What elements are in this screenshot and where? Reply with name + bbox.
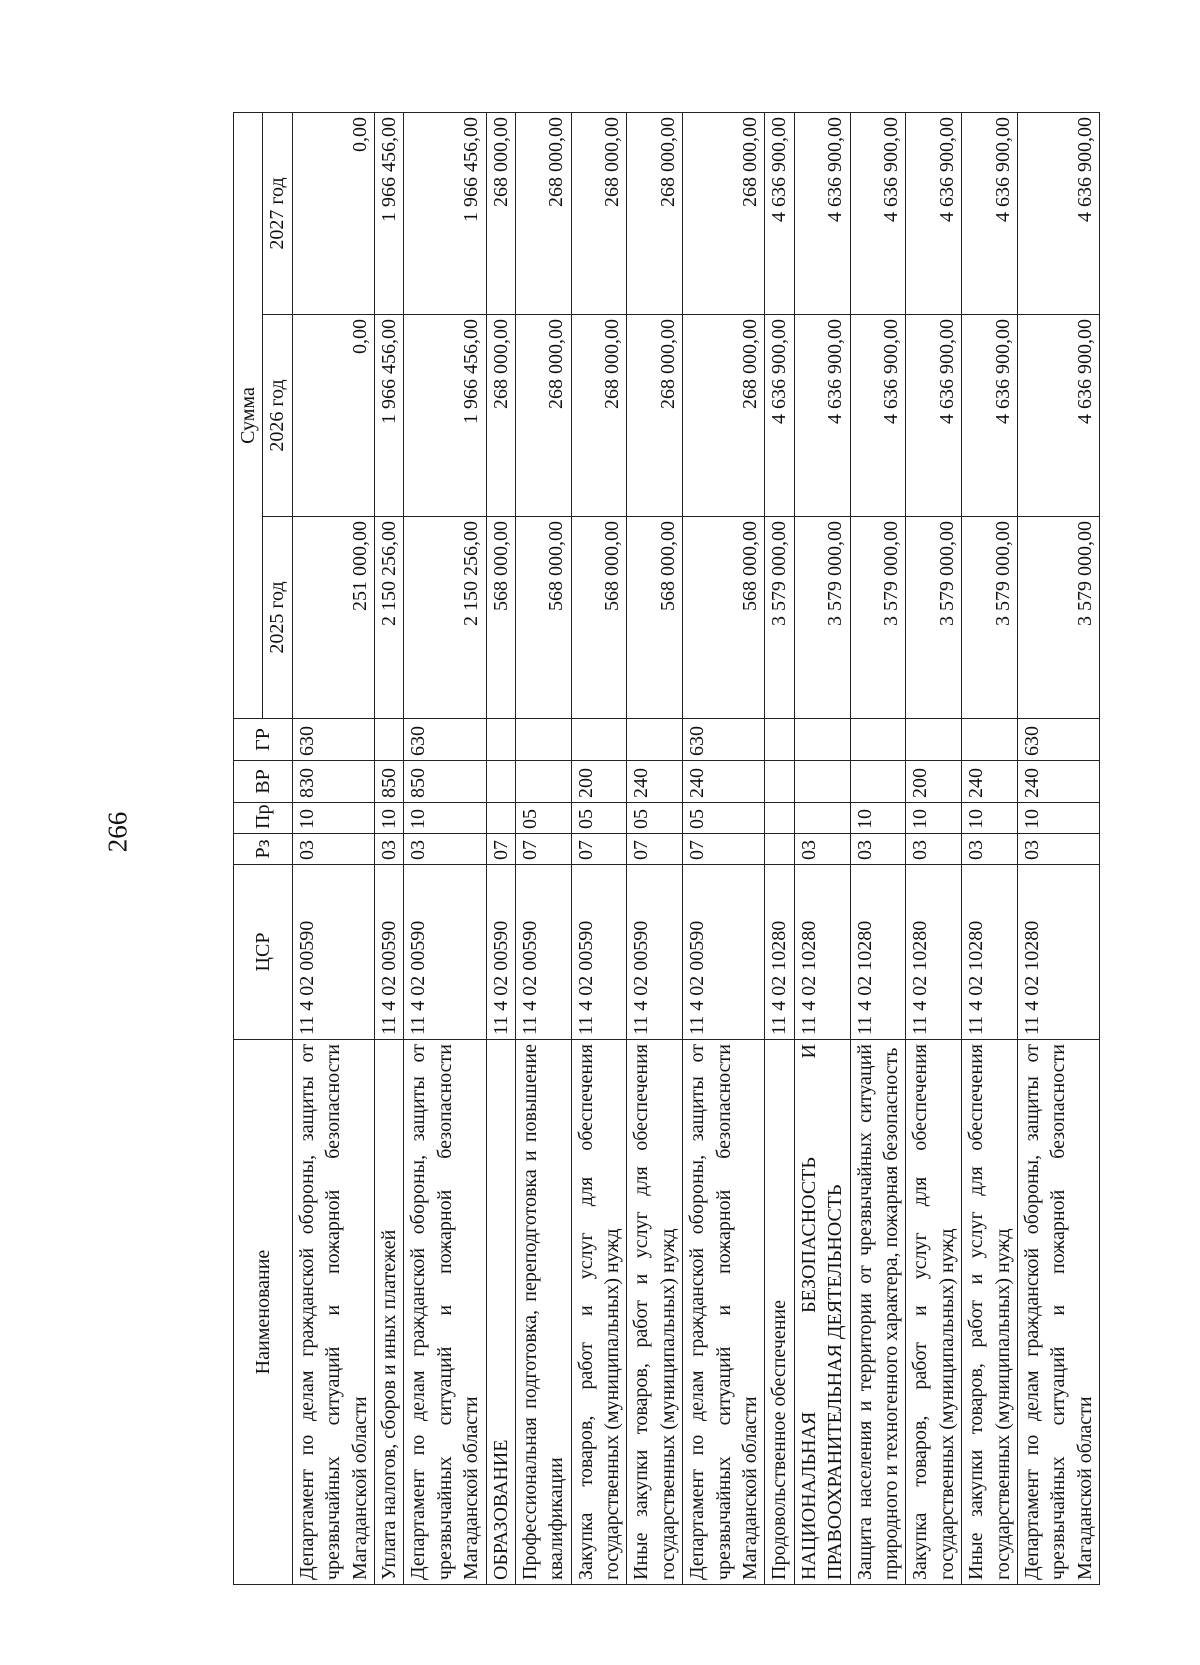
cell-rz: 07 bbox=[627, 834, 683, 865]
cell-vr: 850 bbox=[374, 761, 403, 803]
table-row bbox=[962, 112, 1018, 1584]
cell-vr: 240 bbox=[683, 761, 765, 803]
cell-name: НАЦИОНАЛЬНАЯ БЕЗОПАСНОСТЬ И ПРАВООХРАНИТЕЛЬНАЯ ДЕЯТЕЛЬНОСТЬ bbox=[794, 1040, 850, 1585]
cell-name: Иные закупки товаров, работ и услуг для обеспечения государственных (муниципальных) нужд bbox=[627, 1040, 683, 1585]
cell-amount-2027: 1 966 456,00 bbox=[374, 112, 403, 314]
cell-rz: 07 bbox=[683, 834, 765, 865]
cell-vr bbox=[486, 761, 515, 803]
cell-rz: 03 bbox=[794, 834, 850, 865]
cell-name: Уплата налогов, сборов и иных платежей bbox=[374, 1040, 403, 1585]
header-sum: Сумма bbox=[234, 112, 263, 718]
cell-amount-2027: 4 636 900,00 bbox=[962, 112, 1018, 314]
table-body bbox=[292, 112, 1099, 1584]
cell-amount-2025: 3 579 000,00 bbox=[850, 517, 906, 719]
table-row bbox=[404, 112, 486, 1584]
table-row bbox=[794, 112, 850, 1584]
cell-gr: 630 bbox=[1017, 719, 1099, 761]
cell-vr bbox=[515, 761, 571, 803]
cell-amount-2025: 3 579 000,00 bbox=[906, 517, 962, 719]
header-rz: Рз bbox=[234, 834, 293, 865]
cell-gr: 630 bbox=[683, 719, 765, 761]
cell-amount-2025: 568 000,00 bbox=[486, 517, 515, 719]
cell-csr: 11 4 02 00590 bbox=[683, 865, 765, 1040]
header-year-2026: 2026 год bbox=[263, 315, 292, 517]
cell-amount-2026: 268 000,00 bbox=[627, 315, 683, 517]
cell-csr: 11 4 02 00590 bbox=[404, 865, 486, 1040]
cell-amount-2027: 1 966 456,00 bbox=[404, 112, 486, 314]
table-row bbox=[486, 112, 515, 1584]
cell-amount-2027: 268 000,00 bbox=[571, 112, 627, 314]
cell-amount-2026: 4 636 900,00 bbox=[906, 315, 962, 517]
header-csr: ЦСР bbox=[234, 865, 293, 1040]
cell-amount-2025: 3 579 000,00 bbox=[794, 517, 850, 719]
cell-amount-2026: 4 636 900,00 bbox=[962, 315, 1018, 517]
cell-csr: 11 4 02 00590 bbox=[571, 865, 627, 1040]
cell-name: Департамент по делам гражданской обороны, защиты от чрезвычайных ситуаций и пожарной безопасности Магаданской области bbox=[1017, 1040, 1099, 1585]
cell-rz: 03 bbox=[292, 834, 374, 865]
cell-rz: 03 bbox=[1017, 834, 1099, 865]
cell-vr: 240 bbox=[1017, 761, 1099, 803]
cell-amount-2026: 268 000,00 bbox=[515, 315, 571, 517]
cell-csr: 11 4 02 10280 bbox=[794, 865, 850, 1040]
cell-amount-2027: 4 636 900,00 bbox=[850, 112, 906, 314]
cell-amount-2027: 268 000,00 bbox=[515, 112, 571, 314]
cell-gr bbox=[571, 719, 627, 761]
cell-amount-2026: 268 000,00 bbox=[571, 315, 627, 517]
cell-amount-2025: 3 579 000,00 bbox=[765, 517, 794, 719]
cell-amount-2026: 268 000,00 bbox=[683, 315, 765, 517]
cell-rz: 03 bbox=[906, 834, 962, 865]
header-gr: ГР bbox=[234, 719, 293, 761]
header-vr: ВР bbox=[234, 761, 293, 803]
cell-pr: 10 bbox=[374, 803, 403, 834]
cell-gr bbox=[962, 719, 1018, 761]
cell-name: Департамент по делам гражданской обороны, защиты от чрезвычайных ситуаций и пожарной безопасности Магаданской области bbox=[683, 1040, 765, 1585]
cell-vr bbox=[765, 761, 794, 803]
cell-amount-2027: 268 000,00 bbox=[627, 112, 683, 314]
cell-pr: 10 bbox=[1017, 803, 1099, 834]
cell-amount-2026: 4 636 900,00 bbox=[1017, 315, 1099, 517]
cell-pr bbox=[765, 803, 794, 834]
cell-csr: 11 4 02 00590 bbox=[292, 865, 374, 1040]
table-row bbox=[683, 112, 765, 1584]
cell-pr: 10 bbox=[850, 803, 906, 834]
cell-amount-2025: 2 150 256,00 bbox=[404, 517, 486, 719]
cell-rz: 03 bbox=[374, 834, 403, 865]
cell-gr: 630 bbox=[292, 719, 374, 761]
cell-gr bbox=[906, 719, 962, 761]
cell-pr: 10 bbox=[404, 803, 486, 834]
rotated-table-container bbox=[233, 113, 1141, 1585]
cell-amount-2027: 4 636 900,00 bbox=[906, 112, 962, 314]
cell-csr: 11 4 02 00590 bbox=[374, 865, 403, 1040]
cell-amount-2025: 568 000,00 bbox=[571, 517, 627, 719]
cell-pr bbox=[486, 803, 515, 834]
cell-vr: 850 bbox=[404, 761, 486, 803]
cell-rz: 07 bbox=[571, 834, 627, 865]
table-row bbox=[850, 112, 906, 1584]
cell-csr: 11 4 02 10280 bbox=[765, 865, 794, 1040]
cell-vr bbox=[794, 761, 850, 803]
cell-amount-2025: 568 000,00 bbox=[515, 517, 571, 719]
cell-amount-2027: 4 636 900,00 bbox=[794, 112, 850, 314]
cell-amount-2027: 268 000,00 bbox=[486, 112, 515, 314]
cell-amount-2025: 568 000,00 bbox=[627, 517, 683, 719]
page-number: 266 bbox=[102, 811, 133, 853]
cell-amount-2027: 268 000,00 bbox=[683, 112, 765, 314]
cell-amount-2026: 268 000,00 bbox=[486, 315, 515, 517]
cell-gr bbox=[515, 719, 571, 761]
cell-name: Закупка товаров, работ и услуг для обеспечения государственных (муниципальных) нужд bbox=[906, 1040, 962, 1585]
cell-amount-2027: 4 636 900,00 bbox=[765, 112, 794, 314]
cell-pr: 05 bbox=[627, 803, 683, 834]
cell-name: Продовольственное обеспечение bbox=[765, 1040, 794, 1585]
cell-amount-2026: 1 966 456,00 bbox=[404, 315, 486, 517]
table-row bbox=[906, 112, 962, 1584]
cell-pr: 10 bbox=[906, 803, 962, 834]
cell-amount-2025: 3 579 000,00 bbox=[962, 517, 1018, 719]
cell-vr: 200 bbox=[906, 761, 962, 803]
cell-rz: 07 bbox=[515, 834, 571, 865]
cell-csr: 11 4 02 10280 bbox=[850, 865, 906, 1040]
cell-vr: 240 bbox=[627, 761, 683, 803]
cell-csr: 11 4 02 00590 bbox=[515, 865, 571, 1040]
header-pr: Пр bbox=[234, 803, 293, 834]
table-header bbox=[234, 112, 293, 1584]
cell-amount-2025: 2 150 256,00 bbox=[374, 517, 403, 719]
cell-gr: 630 bbox=[404, 719, 486, 761]
header-year-2027: 2027 год bbox=[263, 112, 292, 314]
cell-csr: 11 4 02 10280 bbox=[962, 865, 1018, 1040]
cell-csr: 11 4 02 00590 bbox=[627, 865, 683, 1040]
table-row bbox=[1017, 112, 1099, 1584]
cell-csr: 11 4 02 00590 bbox=[486, 865, 515, 1040]
cell-pr: 10 bbox=[292, 803, 374, 834]
cell-pr bbox=[794, 803, 850, 834]
cell-name: Защита населения и территории от чрезвычайных ситуаций природного и техногенного характера, пожарная безопасность bbox=[850, 1040, 906, 1585]
header-name: Наименование bbox=[234, 1040, 293, 1585]
cell-name: Закупка товаров, работ и услуг для обеспечения государственных (муниципальных) нужд bbox=[571, 1040, 627, 1585]
cell-vr: 200 bbox=[571, 761, 627, 803]
table-row bbox=[627, 112, 683, 1584]
cell-pr: 10 bbox=[962, 803, 1018, 834]
table-row bbox=[374, 112, 403, 1584]
cell-gr bbox=[627, 719, 683, 761]
cell-rz: 03 bbox=[404, 834, 486, 865]
cell-name: Департамент по делам гражданской обороны, защиты от чрезвычайных ситуаций и пожарной безопасности Магаданской области bbox=[404, 1040, 486, 1585]
table-row bbox=[292, 112, 374, 1584]
cell-vr: 830 bbox=[292, 761, 374, 803]
cell-csr: 11 4 02 10280 bbox=[906, 865, 962, 1040]
cell-pr: 05 bbox=[515, 803, 571, 834]
cell-rz: 03 bbox=[850, 834, 906, 865]
cell-amount-2026: 4 636 900,00 bbox=[794, 315, 850, 517]
cell-amount-2025: 251 000,00 bbox=[292, 517, 374, 719]
cell-gr bbox=[794, 719, 850, 761]
cell-vr: 240 bbox=[962, 761, 1018, 803]
table-row bbox=[571, 112, 627, 1584]
cell-name: Департамент по делам гражданской обороны, защиты от чрезвычайных ситуаций и пожарной безопасности Магаданской области bbox=[292, 1040, 374, 1585]
cell-pr: 05 bbox=[571, 803, 627, 834]
cell-amount-2027: 4 636 900,00 bbox=[1017, 112, 1099, 314]
cell-amount-2026: 4 636 900,00 bbox=[765, 315, 794, 517]
header-year-2025: 2025 год bbox=[263, 517, 292, 719]
budget-table bbox=[233, 112, 1100, 1585]
cell-amount-2026: 1 966 456,00 bbox=[374, 315, 403, 517]
table-row bbox=[765, 112, 794, 1584]
cell-name: Профессиональная подготовка, переподготовка и повышение квалификации bbox=[515, 1040, 571, 1585]
cell-rz: 07 bbox=[486, 834, 515, 865]
cell-name: ОБРАЗОВАНИЕ bbox=[486, 1040, 515, 1585]
cell-amount-2025: 568 000,00 bbox=[683, 517, 765, 719]
cell-pr: 05 bbox=[683, 803, 765, 834]
cell-amount-2025: 3 579 000,00 bbox=[1017, 517, 1099, 719]
cell-amount-2026: 0,00 bbox=[292, 315, 374, 517]
cell-gr bbox=[374, 719, 403, 761]
cell-rz: 03 bbox=[962, 834, 1018, 865]
cell-amount-2026: 4 636 900,00 bbox=[850, 315, 906, 517]
cell-name: Иные закупки товаров, работ и услуг для обеспечения государственных (муниципальных) нужд bbox=[962, 1040, 1018, 1585]
cell-vr bbox=[850, 761, 906, 803]
cell-gr bbox=[765, 719, 794, 761]
cell-gr bbox=[486, 719, 515, 761]
cell-amount-2027: 0,00 bbox=[292, 112, 374, 314]
cell-rz bbox=[765, 834, 794, 865]
table-row bbox=[515, 112, 571, 1584]
cell-gr bbox=[850, 719, 906, 761]
cell-csr: 11 4 02 10280 bbox=[1017, 865, 1099, 1040]
